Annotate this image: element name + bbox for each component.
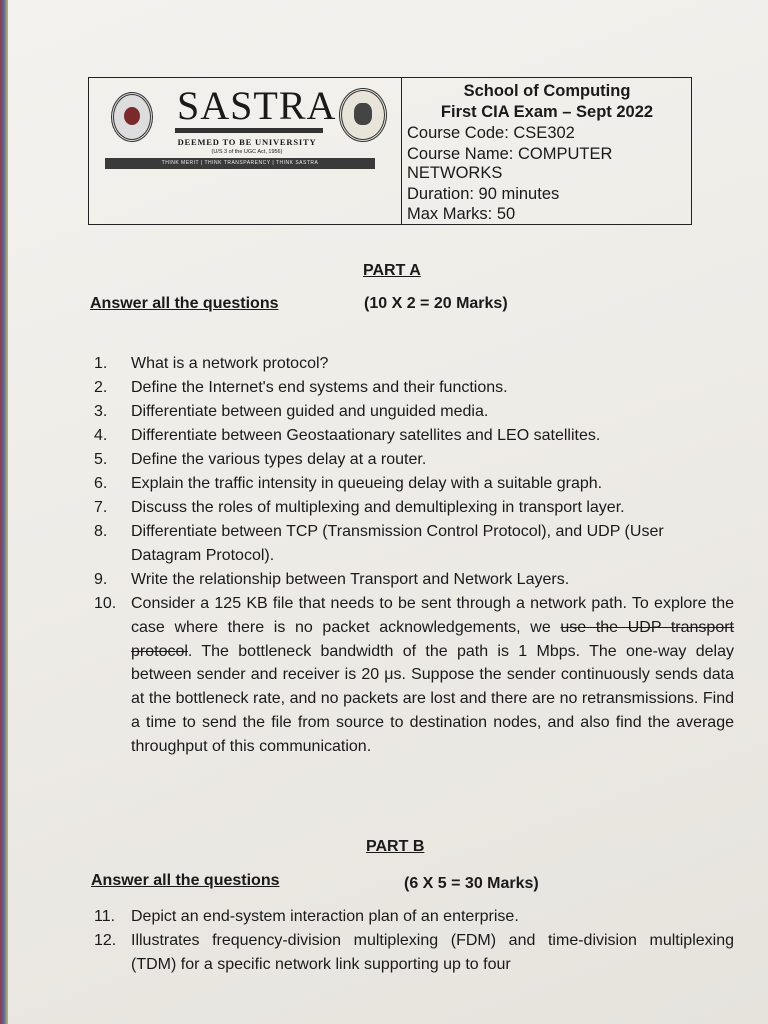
- ugc-note: (U/S 3 of the UGC Act, 1956): [211, 149, 283, 155]
- question: 12. Illustrates frequency-division multiplexing (FDM) and time-division multiplexing (TDM) for a specific network link supporting up to four: [94, 932, 734, 973]
- course-code: Course Code: CSE302: [407, 124, 575, 142]
- university-name: SASTRA: [177, 83, 337, 128]
- max-marks: Max Marks: 50: [407, 205, 516, 223]
- part-b-heading: PART B: [366, 838, 425, 855]
- question: 2. Define the Internet's end systems and their functions.: [94, 379, 508, 396]
- university-logo: [89, 78, 402, 224]
- question: 10. Consider a 125 KB file that needs to be sent through a network path. To explore the case where there is no packet acknowledgements, we use the UDP transport protocol. The bottleneck bandwidth of the path is 1 Mbps. The one-way delay between sender and receiver is 20 μs. Suppose the sender continuously sends data at the bottleneck rate, and no packets are lost and there are no retransmissions. Find a time to send the file from source to destination nodes, and also find the average throughput of this communication.: [94, 595, 735, 755]
- course-name: Course Name: COMPUTER: [407, 145, 613, 163]
- part-b-questions: [94, 905, 734, 977]
- part-a-questions: [94, 352, 734, 759]
- duration: Duration: 90 minutes: [407, 185, 560, 203]
- part-a-marks: (10 X 2 = 20 Marks): [364, 295, 508, 312]
- university-tagline: DEEMED TO BE UNIVERSITY: [177, 137, 317, 147]
- exam-paper: [8, 0, 768, 1024]
- emblem-right-icon: [339, 88, 387, 142]
- question: 3. Differentiate between guided and unguided media.: [94, 403, 489, 420]
- struck-text: use the UDP transport protocol: [131, 618, 735, 660]
- question: 1. What is a network protocol?: [94, 355, 329, 372]
- question: 7. Discuss the roles of multiplexing and demultiplexing in transport layer.: [94, 499, 625, 516]
- exam-info: [403, 78, 691, 224]
- question: 11. Depict an end-system interaction plan of an enterprise.: [94, 908, 519, 925]
- school-name: School of Computing: [463, 82, 631, 100]
- question: 9. Write the relationship between Transport and Network Layers.: [94, 571, 570, 588]
- part-a-instruction: Answer all the questions: [90, 295, 279, 312]
- question: 4. Differentiate between Geostaationary satellites and LEO satellites.: [94, 427, 601, 444]
- part-a-heading: PART A: [363, 262, 421, 279]
- exam-title: First CIA Exam – Sept 2022: [440, 103, 654, 121]
- question: 6. Explain the traffic intensity in queueing delay with a suitable graph.: [94, 475, 603, 492]
- question: 8. Differentiate between TCP (Transmission Control Protocol), and UDP (User Datagram Protocol).: [94, 523, 664, 564]
- emblem-left-icon: [111, 92, 153, 142]
- question: 5. Define the various types delay at a router.: [94, 451, 427, 468]
- part-b-marks: (6 X 5 = 30 Marks): [404, 875, 539, 892]
- part-b-instruction: Answer all the questions: [91, 872, 280, 889]
- logo-rule: [175, 128, 323, 133]
- exam-header: [88, 77, 692, 225]
- course-name-cont: NETWORKS: [407, 164, 503, 182]
- university-motto: THINK MERIT | THINK TRANSPARENCY | THINK SASTRA: [105, 158, 375, 169]
